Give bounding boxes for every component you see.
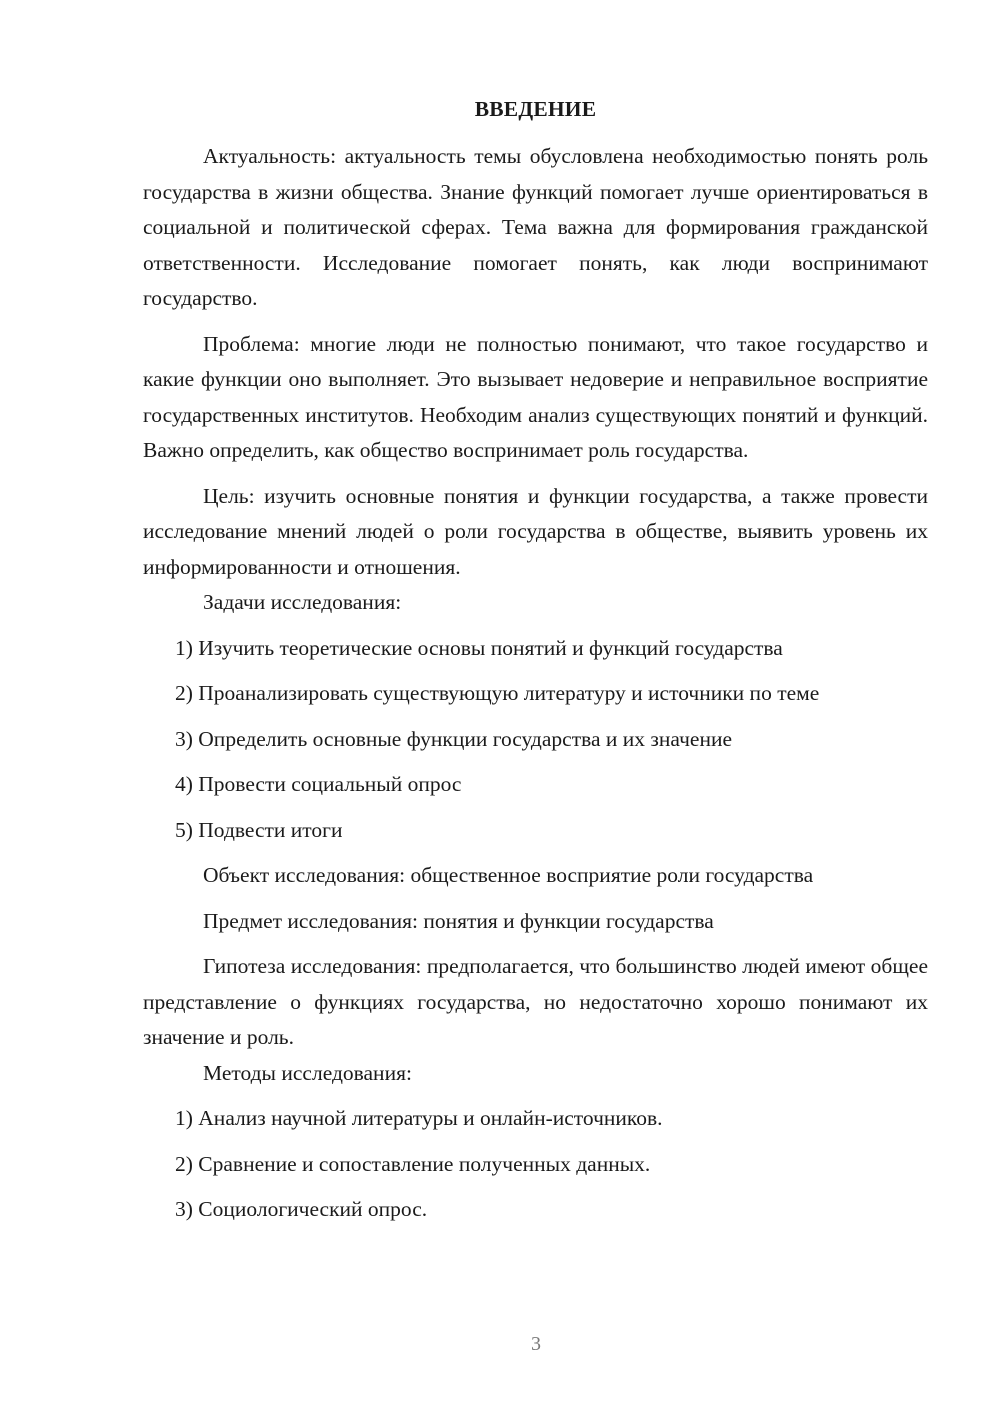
page-number: 3 — [531, 1333, 541, 1355]
methods-list — [143, 1101, 928, 1228]
section-heading: ВВЕДЕНИЕ — [474, 97, 597, 121]
task-item: 1) Изучить теоретические основы понятий и функций государства — [175, 635, 783, 660]
task-item: 3) Определить основные функции государства и их значение — [175, 726, 732, 751]
task-item: 4) Провести социальный опрос — [175, 772, 462, 796]
tasks-label: Задачи исследования: — [203, 590, 402, 614]
goal-paragraph: Цель: изучить основные понятия и функции государства, а также провести исследование мнений людей о роли государства в обществе, выявить уровень их информированности и отношения. — [143, 483, 928, 579]
method-item: 3) Социологический опрос. — [175, 1197, 428, 1221]
method-item: 1) Анализ научной литературы и онлайн-источников. — [175, 1106, 663, 1130]
hypothesis-paragraph: Гипотеза исследования: предполагается, что большинство людей имеют общее представление о функциях государства, но недостаточно хорошо понимают их значение и роль. — [143, 954, 928, 1049]
object-line: Объект исследования: общественное восприятие роли государства — [203, 863, 814, 887]
relevance-paragraph: Актуальность: актуальность темы обусловлена необходимостью понять роль государства в жизни общества. Знание функций помогает лучше ориентироваться в социальной и политической сферах. Тема важна для формирования гражданской ответственности. Исследование помогает понять, как люди воспринимают государство. — [143, 144, 928, 310]
task-item: 2) Проанализировать существующую литературу и источники по теме — [175, 681, 820, 705]
tasks-list — [143, 631, 928, 849]
problem-paragraph: Проблема: многие люди не полностью понимают, что такое государство и какие функции оно выполняет. Это вызывает недоверие и неправильное восприятие государственных институтов. Необходим анализ существующих понятий и функций. Важно определить, как общество воспринимает роль государства. — [143, 331, 928, 462]
subject-line: Предмет исследования: понятия и функции государства — [203, 908, 714, 933]
document-page — [143, 92, 928, 1228]
method-item: 2) Сравнение и сопоставление полученных данных. — [175, 1151, 651, 1176]
methods-label: Методы исследования: — [203, 1060, 412, 1085]
task-item: 5) Подвести итоги — [175, 817, 343, 842]
